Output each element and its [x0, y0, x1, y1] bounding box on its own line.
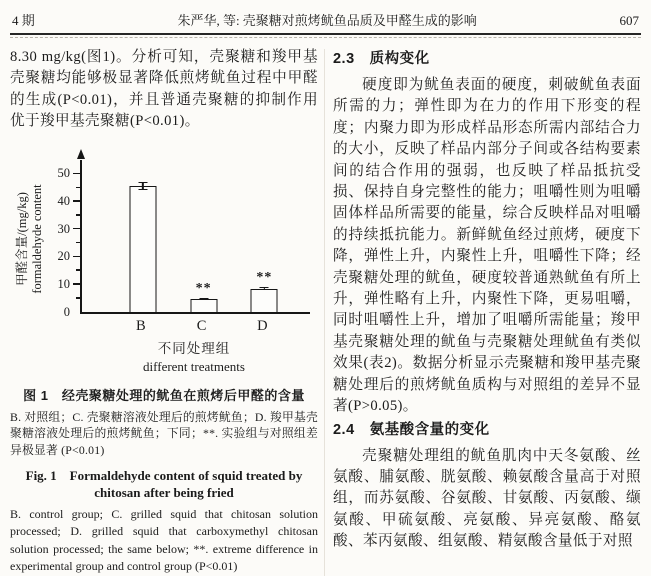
two-column-layout: [10, 47, 641, 576]
y-major-tick: [73, 200, 81, 201]
paragraph-texture: 硬度即为鱿鱼表面的硬度，刺破鱿鱼表面所需的力；弹性即为在力的作用下形变的程度；内聚力即为形成样品形态所需内部结合力的大小，反映了样品内部分子间或各结构要素间的结合作用的强弱，也反映了样品抵抗受损、保持自身完整性的能力；咀嚼性则为咀嚼固体样品所需要的能量，综合反映样品对咀嚼的持续抵抗能力。新鲜鱿鱼经过煎烤，硬度下降，弹性上升，内聚性上升，咀嚼性下降；经壳聚糖处理的鱿鱼，硬度较普通熟鱿鱼有所上升，弹性略有上升，内聚性下降，更易咀嚼，同时咀嚼性上升，增加了咀嚼所需能量；羧甲基壳聚糖处理的鱿鱼与壳聚糖处理鱿鱼有类似效果(表2)。数据分析显示壳聚糖和羧甲基壳聚糖处理后的煎烤鱿鱼质构与对照组的差异不显著(P>0.05)。: [332, 77, 641, 415]
category-labels: [80, 314, 308, 335]
y-axis-label-en: formaldehyde content: [30, 183, 44, 294]
section-heading-2-4: 2.4 氨基酸含量的变化: [332, 421, 490, 438]
plot-area: 0 10 20 30 40 50 ** **: [80, 160, 310, 314]
y-major-tick: [73, 173, 81, 174]
figure-note-en: B. control group; C. grilled squid that chitosan solution processed; D. grilled squid that carboxymethyl chitosan solution processed; the same below; **. extreme difference in experimental group and control group (P<0.01): [10, 507, 318, 574]
significance-mark-D: **: [256, 270, 273, 286]
figure-caption-cn: 图 1 经壳聚糖处理的鱿鱼在煎烤后甲醛的含量: [23, 387, 305, 403]
paragraph-formaldehyde-result: 8.30 mg/kg(图1)。分析可知，壳聚糖和羧甲基壳聚糖均能够极显著降低煎烤鱿鱼过程中甲醛的生成(P<0.01)，并且普通壳聚糖的抑制作用优于羧甲基壳聚糖(P<0.01)。: [10, 49, 318, 130]
y-minor-tick: [76, 242, 81, 243]
header-rule: [10, 33, 641, 35]
error-bar-C: [199, 298, 208, 300]
category-label-B: B: [135, 317, 146, 334]
x-axis-label-en: different treatments: [143, 358, 245, 374]
error-bar-B: [138, 182, 147, 190]
bar-C: [190, 299, 217, 312]
section-heading-2-3: 2.3 质构变化: [332, 51, 430, 67]
left-column: [10, 47, 318, 576]
figure-caption-en: Fig. 1 Formaldehyde content of squid treated by chitosan after being fried: [25, 468, 303, 501]
error-bar-D: [260, 287, 269, 290]
significance-mark-C: **: [195, 280, 212, 296]
figure-1: [10, 146, 318, 576]
y-axis-label: [12, 146, 48, 318]
bar-D: [251, 289, 278, 312]
y-major-tick: [73, 256, 81, 257]
right-column: [333, 47, 641, 576]
bar-chart: [12, 146, 318, 375]
page-number: 607: [619, 13, 639, 28]
issue-label: 4 期: [12, 13, 35, 28]
figure-note-cn: B. 对照组；C. 壳聚糖溶液处理后的煎烤鱿鱼；D. 羧甲基壳聚糖溶液处理后的煎烤鱿鱼；下同；**. 实验组与对照组差异极显著 (P<0.01): [10, 409, 318, 458]
running-title: 朱严华, 等: 壳聚糖对煎烤鱿鱼品质及甲醛生成的影响: [177, 13, 477, 28]
y-major-tick: [73, 228, 81, 229]
page-header: [10, 10, 641, 29]
chart-main: [48, 146, 310, 375]
x-axis-label-cn: 不同处理组: [157, 340, 231, 356]
category-label-C: C: [196, 317, 207, 334]
column-divider: [324, 49, 325, 576]
header-rule-shadow: [10, 37, 641, 38]
y-minor-tick: [76, 269, 81, 270]
y-minor-tick: [76, 214, 81, 215]
paragraph-amino-acids: 壳聚糖处理组的鱿鱼肌肉中天冬氨酸、丝氨酸、脯氨酸、胱氨酸、赖氨酸含量高于对照组，而苏氨酸、谷氨酸、甘氨酸、丙氨酸、缬氨酸、甲硫氨酸、亮氨酸、异亮氨酸、酪氨酸、苯丙氨酸、组氨酸、精氨酸含量低于对照: [332, 447, 641, 550]
category-label-D: D: [257, 317, 268, 334]
bar-B: [129, 186, 156, 312]
y-axis-arrow-icon: [77, 149, 85, 159]
y-major-tick: [73, 283, 81, 284]
y-minor-tick: [76, 297, 81, 298]
y-minor-tick: [76, 187, 81, 188]
y-axis-label-cn: 甲醛含量/(mg/kg): [15, 191, 29, 286]
